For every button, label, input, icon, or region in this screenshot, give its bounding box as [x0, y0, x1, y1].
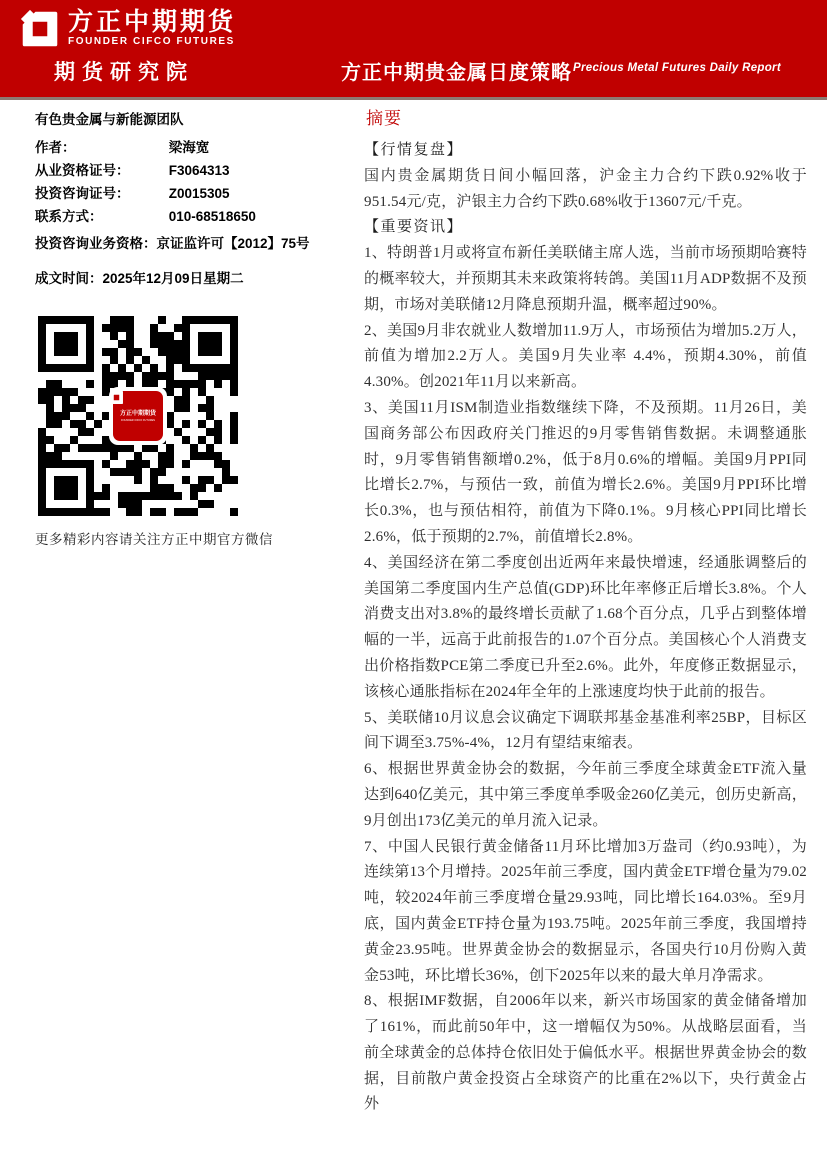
- author-info-list: [35, 136, 256, 228]
- market-review-paragraph: 国内贵金属期货日间小幅回落，沪金主力合约下跌0.92%收于951.54元/克，沪银主力合约下跌0.68%收于13607元/千克。: [364, 167, 807, 210]
- info-row-consulting-cert: [35, 182, 256, 205]
- info-row-author: [35, 136, 256, 159]
- qr-center-logo: [109, 387, 167, 445]
- header-banner: [0, 0, 827, 100]
- info-row-contact: [35, 205, 256, 228]
- news-item-1: 1、特朗普1月或将宣布新任美联储主席人选，当前市场预期哈赛特的概率较大，并预期其未来政策将转鸽。美国11月ADP数据不及预期，市场对美联储12月降息预期升温，概率超过90%。: [364, 245, 807, 313]
- qr-logo-text-cn: 方正中期期货: [119, 410, 156, 417]
- news-item-2: 2、美国9月非农就业人数增加11.9万人，市场预估为增加5.2万人，前值为增加2.2万人。美国9月失业率 4.4%，预期4.30%，前值4.30%。创2021年11月以来新高。: [364, 322, 807, 391]
- info-label: 联系方式：: [35, 209, 103, 224]
- business-qualification: 投资咨询业务资格：京证监许可【2012】75号: [35, 236, 310, 251]
- institute-name: 期货研究院: [54, 61, 194, 84]
- report-title: 方正中期贵金属日度策略: [341, 62, 572, 84]
- info-value: F3064313: [168, 163, 230, 178]
- qr-code: [38, 313, 238, 519]
- company-name-cn: 方正中期期货: [68, 8, 237, 36]
- team-name: 有色贵金属与新能源团队: [35, 112, 184, 127]
- info-value: 梁海宽: [168, 140, 210, 155]
- section-title-key-news: 【重要资讯】: [364, 219, 464, 236]
- news-item-4: 4、美国经济在第二季度创出近两年来最快增速，经通胀调整后的美国第二季度国内生产总值(GDP)环比年率修正后增长3.8%。个人消费支出对3.8%的最终增长贡献了1.68个百分点，几乎占到整体增幅的一半，远高于此前报告的1.07个百分点。美国核心个人消费支出价格指数PCE第二季度已升至2.6%。此外，年度修正数据显示，该核心通胀指标在2024年全年的上涨速度均快于此前的报告。: [364, 554, 807, 700]
- summary-column: [364, 100, 807, 1118]
- info-label: 从业资格证号：: [35, 163, 130, 178]
- news-item-5: 5、美联储10月议息会议确定下调联邦基金基准利率25BP，目标区间下调至3.75%-4%，12月有望结束缩表。: [364, 709, 807, 752]
- report-body: [0, 100, 827, 1169]
- report-date: 成文时间：2025年12月09日星期二: [35, 271, 244, 286]
- news-item-3: 3、美国11月ISM制造业指数继续下降，不及预期。11月26日，美国商务部公布因政府关门推迟的9月零售销售数据。未调整通胀时，9月零售销售额增0.2%，低于8月0.6%的增幅。美国9月PPI同比增长2.7%，与预估一致，前值为增长2.6%。美国9月PPI环比增长0.3%，也与预估相符，前值为下降0.1%。9月核心PPI同比增长2.6%，低于预期的2.7%，前值增长2.8%。: [364, 399, 807, 545]
- news-item-6: 6、根据世界黄金协会的数据，今年前三季度全球黄金ETF流入量达到640亿美元，其中第三季度单季吸金260亿美元，创历史新高，9月创出173亿美元的单月流入记录。: [364, 761, 807, 829]
- info-value: 010-68518650: [168, 209, 256, 224]
- founder-cube-icon: [20, 9, 60, 49]
- qr-logo-text-en: FOUNDER CIFCO FUTURES: [121, 417, 155, 422]
- author-panel: [35, 100, 350, 1169]
- wechat-caption: 更多精彩内容请关注方正中期官方微信: [35, 532, 273, 547]
- news-item-8: 8、根据IMF数据，自2006年以来，新兴市场国家的黄金储备增加了161%，而此前50年中，这一增幅仅为50%。从战略层面看，当前全球黄金的总体持仓依旧处于偏低水平。根据世界黄金协会的数据，目前散户黄金投资占全球资产的比重在2%以下，央行黄金占外: [364, 993, 807, 1113]
- info-row-practice-cert: [35, 159, 256, 182]
- info-label: 投资咨询证号：: [35, 186, 130, 201]
- news-item-7: 7、中国人民银行黄金储备11月环比增加3万盎司（约0.93吨），为连续第13个月增持。2025年前三季度，国内黄金ETF增仓量为79.02吨，较2024年前三季度增仓量29.93吨，同比增长164.03%。至9月底，国内黄金ETF持仓量为193.75吨。2025年前三季度，我国增持黄金23.95吨。世界黄金协会的数据显示，各国央行10月份购入黄金53吨，环比增长36%，创下2025年以来的最大单月净需求。: [364, 838, 807, 984]
- company-name-en: FOUNDER CIFCO FUTURES: [68, 36, 235, 47]
- info-label: 作者：: [35, 140, 76, 155]
- info-value: Z0015305: [168, 186, 230, 201]
- company-logo: [20, 9, 236, 49]
- company-name: [68, 9, 236, 48]
- section-title-market-review: 【行情复盘】: [364, 142, 464, 158]
- summary-heading: 摘要: [366, 109, 402, 128]
- report-title-english: Precious Metal Futures Daily Report: [573, 62, 781, 74]
